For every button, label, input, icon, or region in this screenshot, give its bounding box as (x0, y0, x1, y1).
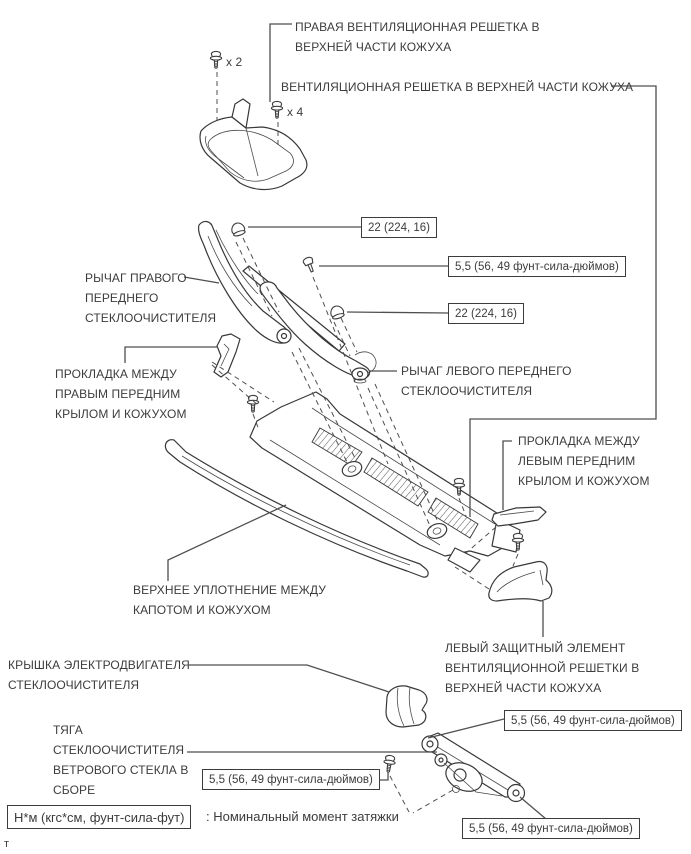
stray-character: т (4, 838, 10, 850)
torque-callout-linkage-lower: 5,5 (56, 49 фунт-сила-дюймов) (462, 818, 640, 839)
label-fender-gasket-right (55, 364, 187, 424)
label-screw-count-x4: x 4 (287, 105, 304, 119)
torque-callout-arm-nut-left: 22 (224, 16) (448, 303, 524, 324)
label-line: ЛЕВЫЙ ЗАЩИТНЫЙ ЭЛЕМЕНТ (445, 641, 626, 655)
label-line: КАПОТОМ И КОЖУХОМ (133, 603, 271, 617)
label-line: ВЕРХНЕЕ УПЛОТНЕНИЕ МЕЖДУ (133, 583, 326, 597)
torque-units-box: Н*м (кгс*см, фунт-сила-фут) (7, 805, 191, 829)
label-screw-count-x2: x 2 (226, 55, 243, 69)
label-line: ЛЕВЫМ ПЕРЕДНИМ (518, 454, 636, 468)
label-line: СТЕКЛООЧИСТИТЕЛЯ (8, 678, 140, 692)
label-line: КРЫЛОМ И КОЖУХОМ (55, 407, 187, 421)
label-line: РЫЧАГ ПРАВОГО (85, 271, 187, 285)
wiper-motor-cover-part (386, 686, 427, 727)
label-wiper-arm-right (85, 268, 216, 328)
wiper-linkage-assembly-part (422, 733, 525, 802)
label-line: ПРОКЛАДКА МЕЖДУ (518, 434, 640, 448)
label-line: ПЕРЕДНЕГО (85, 291, 159, 305)
bolt-icon (302, 256, 316, 273)
label-line: ВЕНТИЛЯЦИОННАЯ РЕШЕТКА В ВЕРХНЕЙ ЧАСТИ КОЖУХА (281, 80, 634, 94)
label-cowl-protector-left (445, 638, 639, 698)
label-wiper-arm-left (401, 361, 572, 401)
label-motor-cover (8, 655, 190, 695)
label-line: ПРАВАЯ ВЕНТИЛЯЦИОННАЯ РЕШЕТКА В (295, 20, 540, 34)
cowl-protector-left-part (489, 562, 552, 601)
label-line: ВЕРХНЕЙ ЧАСТИ КОЖУХА (295, 40, 452, 54)
label-vent-grille (281, 77, 633, 97)
label-line: ПРАВЫМ ПЕРЕДНИМ (55, 387, 181, 401)
label-line: КРЫЛОМ И КОЖУХОМ (518, 474, 650, 488)
label-fender-gasket-left (518, 431, 650, 491)
label-line: РЫЧАГ ЛЕВОГО ПЕРЕДНЕГО (401, 364, 572, 378)
label-line: ПРОКЛАДКА МЕЖДУ (55, 367, 177, 381)
label-right-grille (295, 17, 540, 57)
torque-callout-cowl-bolt: 5,5 (56, 49 фунт-сила-дюймов) (448, 256, 626, 277)
label-line: СТЕКЛООЧИСТИТЕЛЯ (85, 311, 217, 325)
label-line: ВЕРХНЕЙ ЧАСТИ КОЖУХА (445, 681, 602, 695)
label-hood-seal (133, 580, 326, 620)
label-line: СТЕКЛООЧИСТИТЕЛЯ (53, 743, 185, 757)
label-line: ТЯГА (53, 723, 83, 737)
fender-gasket-left-part (492, 507, 546, 526)
label-wiper-link-assembly (53, 720, 188, 800)
label-line: ВЕТРОВОГО СТЕКЛА В (53, 763, 189, 777)
label-line: КРЫШКА ЭЛЕКТРОДВИГАТЕЛЯ (8, 658, 190, 672)
torque-legend-description: : Номинальный момент затяжки (206, 809, 399, 824)
label-line: СБОРЕ (53, 783, 96, 797)
torque-callout-linkage-left: 5,5 (56, 49 фунт-сила-дюймов) (202, 769, 380, 790)
torque-callout-linkage-upper: 5,5 (56, 49 фунт-сила-дюймов) (504, 710, 682, 731)
torque-callout-arm-nut-right: 22 (224, 16) (361, 217, 437, 238)
label-line: СТЕКЛООЧИСТИТЕЛЯ (401, 384, 533, 398)
label-line: ВЕНТИЛЯЦИОННОЙ РЕШЕТКИ В (445, 661, 640, 675)
fender-gasket-right-part (214, 334, 240, 377)
